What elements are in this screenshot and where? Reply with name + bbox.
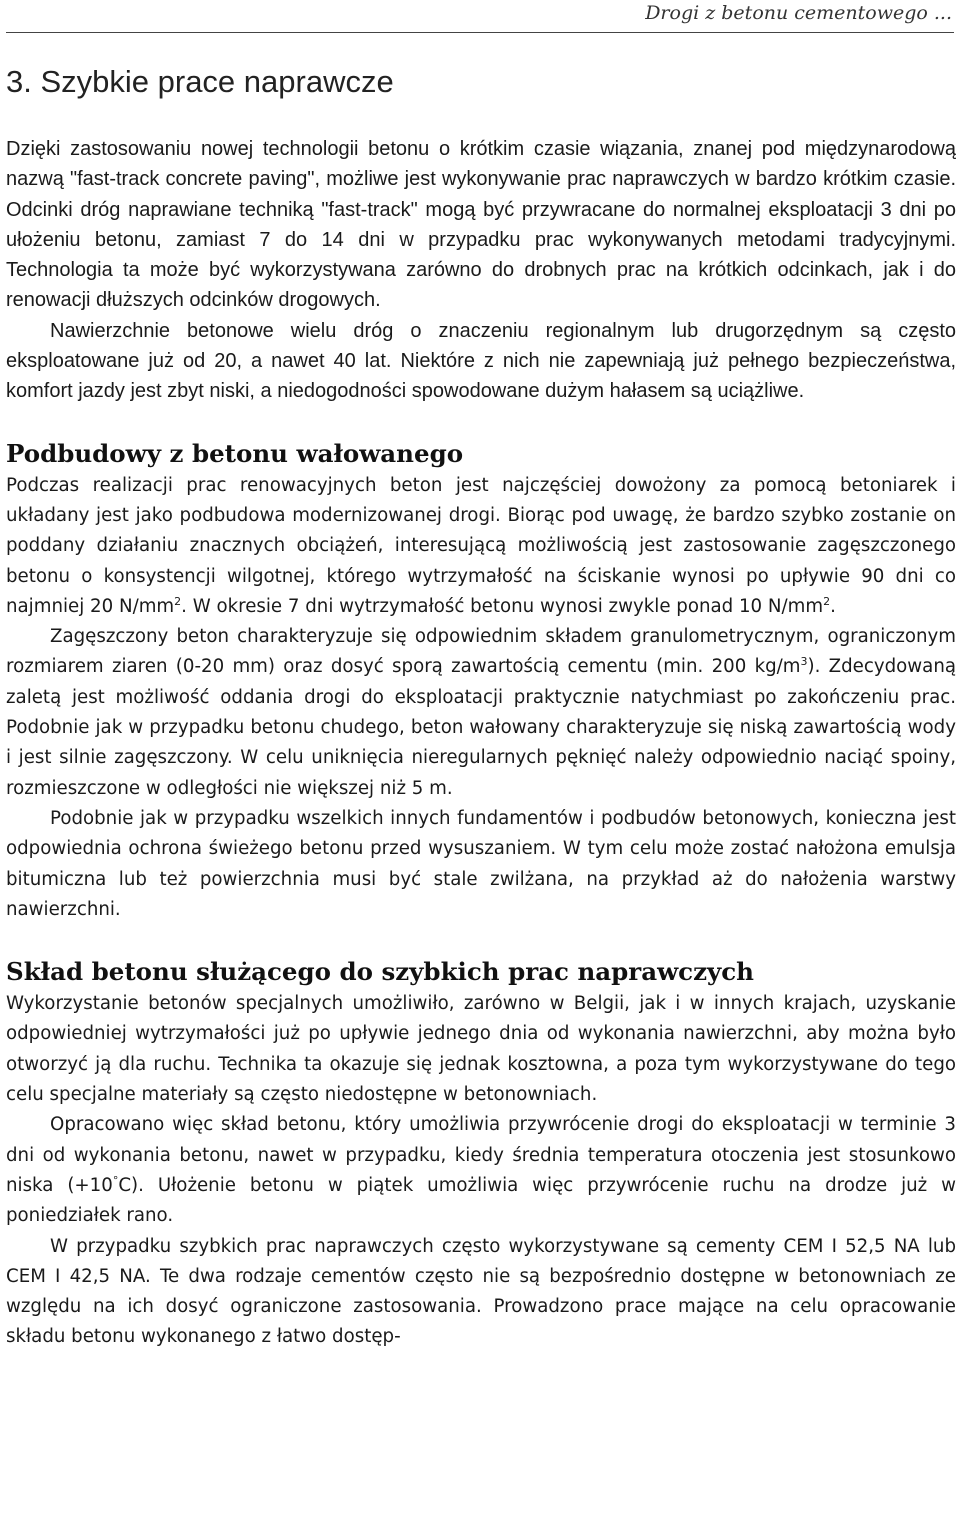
intro-section (6, 134, 956, 407)
section-sklad-betonu (6, 955, 956, 1353)
section1-paragraph-1: Podczas realizacji prac renowacyjnych beton jest najczęściej dowożony za pomocą betoniarek i układany jest jako podbudowa modernizowanej drogi. Biorąc pod uwagę, że bardzo szybko zostanie on poddany działaniu znacznych obciążeń, interesującą możliwością jest zastosowanie zagęszczonego betonu o konsystencji wilgotnej, którego wytrzymałość na ściskanie wynosi po upływie 90 dni co najmniej 20 $N/mm^2$. W okresie 7 dni wytrzymałość betonu wynosi zwykle ponad 10 $N/mm^2$. (6, 474, 956, 617)
section-heading: Skład betonu służącego do szybkich prac naprawczych (6, 957, 754, 987)
header-divider (6, 32, 954, 33)
section2-paragraph-1: Wykorzystanie betonów specjalnych umożliwiło, zarówno w Belgii, jak i w innych krajach, uzyskanie odpowiedniej wytrzymałości już po upływie jednego dnia od wykonania nawierzchni, aby można było otworzyć ją dla ruchu. Technika ta okazuje się jednak kosztowna, a poza tym wykorzystywane do tego celu specjalne materiały są często niedostępne w betonowniach. (6, 993, 956, 1106)
intro-paragraph-1: Dzięki zastosowaniu nowej technologii betonu o krótkim czasie wiązania, znanej pod międzynarodową nazwą "fast-track concrete paving", możliwe jest wykonywanie prac naprawczych w bardzo krótkim czasie. Odcinki dróg naprawiane techniką "fast-track" mogą być przywracane do normalnej eksploatacji 3 dni po ułożeniu betonu, zamiast 7 do 14 dni w przypadku prac wykonywanych metodami tradycyjnymi. Technologia ta może być wykorzystywana zarówno do drobnych prac na krótkich odcinkach, jak i do renowacji dłuższych odcinków drogowych. (6, 138, 956, 312)
section2-paragraph-3: W przypadku szybkich prac naprawczych często wykorzystywane są cementy CEM I 52,5 NA lub CEM I 42,5 NA. Te dwa rodzaje cementów często nie są bezpośrednio dostępne w betonowniach ze względu na ich dosyć ograniczone zastosowania. Prowadzono prace mające na celu opracowanie składu betonu wykonanego z łatwo dostęp- (6, 1235, 956, 1348)
section-podbudowy (6, 437, 956, 925)
intro-paragraph-2: Nawierzchnie betonowe wielu dróg o znaczeniu regionalnym lub drugorzędnym są często eksploatowane już od 20, a nawet 40 lat. Niektóre z nich nie zapewniają już pełnego bezpieczeństwa, komfort jazdy jest zbyt niski, a niedogodności spowodowane dużym hałasem są uciążliwe. (6, 319, 956, 403)
chapter-title: 3. Szybkie prace naprawcze (6, 64, 394, 99)
section1-paragraph-3: Podobnie jak w przypadku wszelkich innych fundamentów i podbudów betonowych, konieczna jest odpowiednia ochrona świeżego betonu przed wysuszaniem. W tym celu może zostać nałożona emulsja bitumiczna lub też powierzchnia musi być stale zwilżana, na przykład aż do nałożenia warstwy nawierzchni. (6, 807, 956, 920)
page-content (6, 62, 956, 1353)
section-heading: Podbudowy z betonu wałowanego (6, 438, 464, 468)
section1-paragraph-2: Zagęszczony beton charakteryzuje się odpowiednim składem granulometrycznym, ograniczonym rozmiarem ziaren (0-20 mm) oraz dosyć sporą zawartością cementu (min. 200 $kg/m^3$). Zdecydowaną zaletą jest możliwość oddania drogi do eksploatacji praktycznie natychmiast po zakończeniu prac. Podobnie jak w przypadku betonu chudego, beton wałowany charakteryzuje się niską zawartością wody i jest silnie zagęszczony. W celu uniknięcia nieregularnych pęknięć należy odpowiednio naciąć spoiny, rozmieszczone w odległości nie większej niż 5 m. (6, 626, 956, 799)
section2-paragraph-2: Opracowano więc skład betonu, który umożliwia przywrócenie drogi do eksploatacji w terminie 3 dni od wykonania betonu, nawet w przypadku, kiedy średnia temperatura otoczenia jest stosunkowo niska (+10°C). Ułożenie betonu w piątek umożliwia więc przywrócenie ruchu na drodze już w poniedziałek rano. (6, 1114, 956, 1227)
running-header: Drogi z betonu cementowego ... (645, 2, 952, 24)
